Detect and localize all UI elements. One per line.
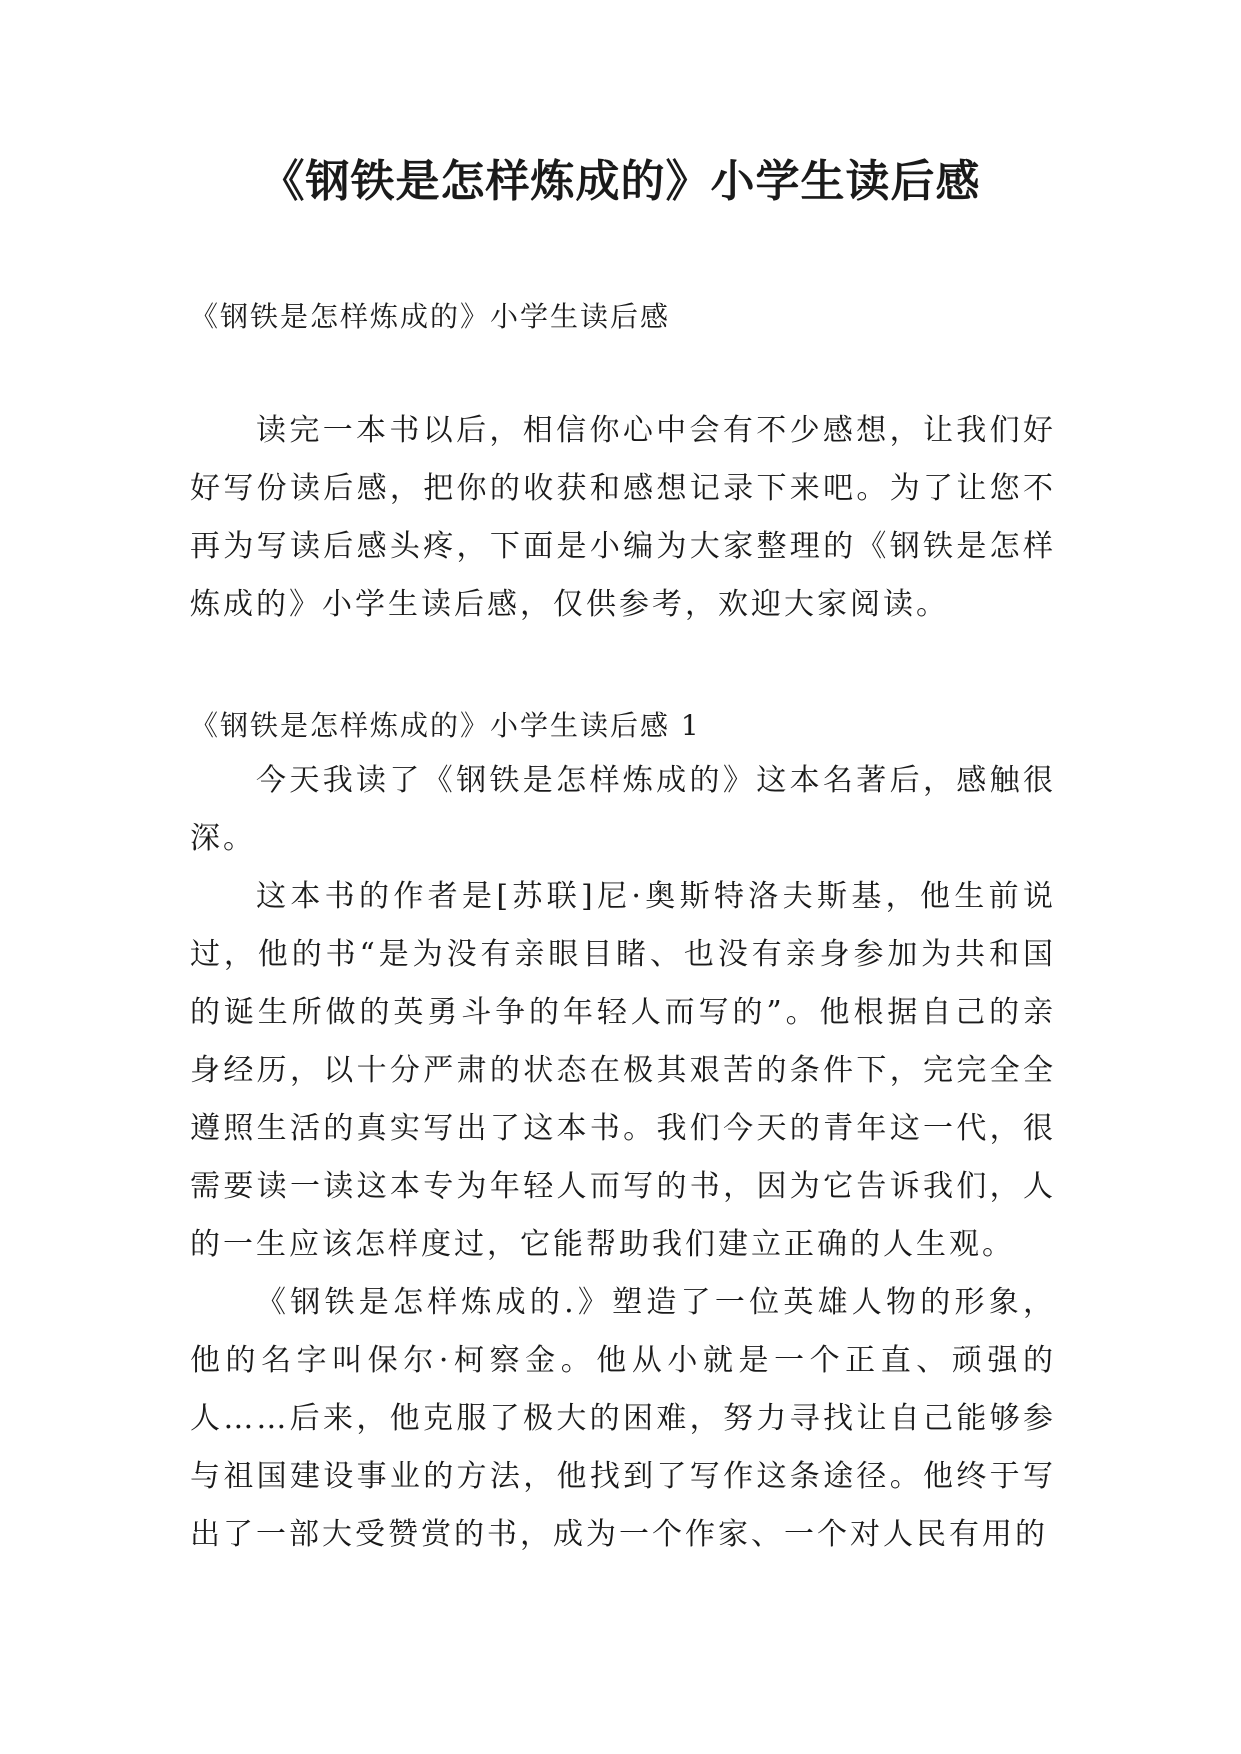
section-1-body (190, 752, 1056, 1564)
section-1-paragraph-3: 《钢铁是怎样炼成的.》塑造了一位英雄人物的形象，他的名字叫保尔·柯察金。他从小就是一个正直、顽强的人……后来，他克服了极大的困难，努力寻找让自己能够参与祖国建设事业的方法，他找到了写作这条途径。他终于写出了一部大受赞赏的书，成为一个作家、一个对人民有用的 (190, 1285, 1056, 1552)
section-1-paragraph-1: 今天我读了《钢铁是怎样炼成的》这本名著后，感触很深。 (190, 763, 1056, 856)
section-1-heading: 《钢铁是怎样炼成的》小学生读后感 1 (190, 709, 701, 742)
document-title: 《钢铁是怎样炼成的》小学生读后感 (260, 156, 981, 207)
section-1-paragraph-2: 这本书的作者是[苏联]尼·奥斯特洛夫斯基，他生前说过，他的书“是为没有亲眼目睹、也没有亲身参加为共和国的诞生所做的英勇斗争的年轻人而写的”。他根据自己的亲身经历，以十分严肃的状态在极其艰苦的条件下，完完全全遵照生活的真实写出了这本书。我们今天的青年这一代，很需要读一读这本专为年轻人而写的书，因为它告诉我们，人的一生应该怎样度过，它能帮助我们建立正确的人生观。 (190, 879, 1056, 1262)
document-subtitle: 《钢铁是怎样炼成的》小学生读后感 (190, 300, 671, 333)
intro-paragraph: 读完一本书以后，相信你心中会有不少感想，让我们好好写份读后感，把你的收获和感想记录下来吧。为了让您不再为写读后感头疼，下面是小编为大家整理的《钢铁是怎样炼成的》小学生读后感，仅供参考，欢迎大家阅读。 (190, 413, 1056, 622)
